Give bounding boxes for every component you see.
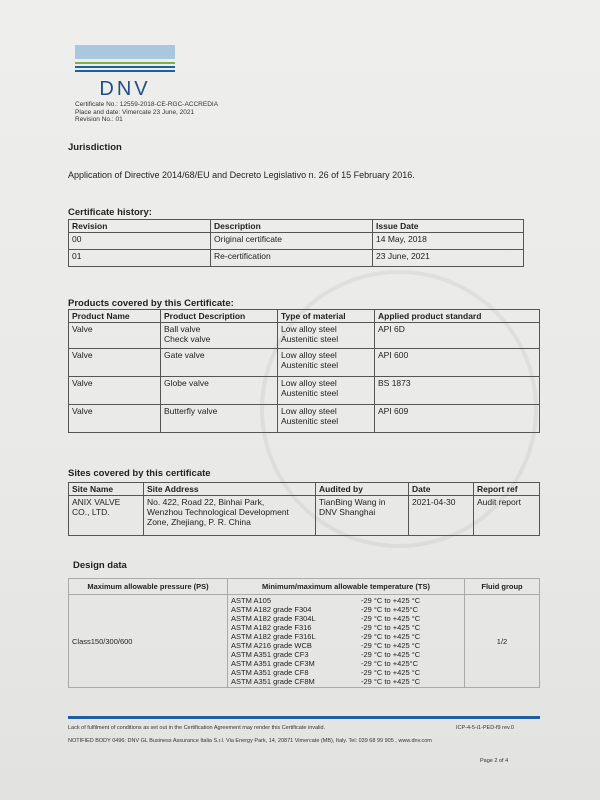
fluid-group: 1/2 xyxy=(465,595,540,688)
material-name: ASTM A182 grade F304 xyxy=(231,605,312,614)
table-cell: 00 xyxy=(69,233,211,250)
product-name: Valve xyxy=(69,377,161,405)
table-header-row xyxy=(69,483,540,496)
temperature-range: -29 °C to +425 °C xyxy=(361,668,421,677)
table-cell: 23 June, 2021 xyxy=(373,250,524,267)
material-type: Low alloy steel Austenitic steel xyxy=(278,323,375,349)
material-name: ASTM A182 grade F304L xyxy=(231,614,316,623)
column-header: Product Description xyxy=(161,310,278,323)
material-type: Low alloy steel Austenitic steel xyxy=(278,405,375,433)
design-title: Design data xyxy=(73,560,127,571)
product-standard: API 609 xyxy=(375,405,540,433)
footer-lack: Lack of fulfilment of conditions as set out in the Certification Agreement may render this Certificate invalid. xyxy=(68,725,326,731)
column-header: Applied product standard xyxy=(375,310,540,323)
sites-table xyxy=(68,482,540,536)
material-temperature-line xyxy=(231,641,461,650)
table-cell: Original certificate xyxy=(211,233,373,250)
product-name: Valve xyxy=(69,349,161,377)
table-cell: Re-certification xyxy=(211,250,373,267)
material-temperature-line xyxy=(231,596,461,605)
place-date: Place and date: Vimercate 23 June, 2021 xyxy=(75,108,195,116)
temperature-range: -29 °C to +425 °C xyxy=(361,632,421,641)
column-header: Issue Date xyxy=(373,220,524,233)
history-table xyxy=(68,219,524,267)
column-header: Minimum/maximum allowable temperature (TS) xyxy=(228,579,465,595)
temperature-range: -29 °C to +425 °C xyxy=(361,614,421,623)
column-header: Site Name xyxy=(69,483,144,496)
audit-date: 2021-04-30 xyxy=(409,496,474,536)
material-name: ASTM A351 grade CF3M xyxy=(231,659,315,668)
product-description: Butterfly valve xyxy=(161,405,278,433)
product-description: Gate valve xyxy=(161,349,278,377)
column-header: Fluid group xyxy=(465,579,540,595)
site-address: No. 422, Road 22, Binhai Park, Wenzhou Technological Development Zone, Zhejiang, P. R. China xyxy=(144,496,316,536)
footer-rule xyxy=(68,716,540,719)
table-row xyxy=(69,377,540,405)
column-header: Audited by xyxy=(316,483,409,496)
material-temperature-line xyxy=(231,623,461,632)
temperature-list xyxy=(228,595,465,688)
product-description: Ball valve Check valve xyxy=(161,323,278,349)
table-row xyxy=(69,595,540,688)
temperature-range: -29 °C to +425 °C xyxy=(361,623,421,632)
certificate-info xyxy=(75,101,218,124)
products-table xyxy=(68,309,540,433)
table-row xyxy=(69,405,540,433)
column-header: Description xyxy=(211,220,373,233)
history-title: Certificate history: xyxy=(68,207,152,218)
dnv-logo xyxy=(75,45,175,101)
product-standard: BS 1873 xyxy=(375,377,540,405)
table-cell: 01 xyxy=(69,250,211,267)
product-standard: API 6D xyxy=(375,323,540,349)
column-header: Product Name xyxy=(69,310,161,323)
material-temperature-line xyxy=(231,659,461,668)
site-name: ANIX VALVE CO., LTD. xyxy=(69,496,144,536)
table-row xyxy=(69,323,540,349)
material-type: Low alloy steel Austenitic steel xyxy=(278,377,375,405)
sites-title: Sites covered by this certificate xyxy=(68,468,211,479)
temperature-range: -29 °C to +425°C xyxy=(361,659,419,668)
column-header: Report ref xyxy=(474,483,540,496)
material-name: ASTM A351 grade CF3 xyxy=(231,650,309,659)
temperature-range: -29 °C to +425 °C xyxy=(361,677,421,686)
products-title: Products covered by this Certificate: xyxy=(68,298,234,309)
material-temperature-line xyxy=(231,650,461,659)
material-name: ASTM A216 grade WCB xyxy=(231,641,312,650)
table-cell: 14 May, 2018 xyxy=(373,233,524,250)
audited-by: TianBing Wang in DNV Shanghai xyxy=(316,496,409,536)
material-name: ASTM A351 grade CF8 xyxy=(231,668,309,677)
footer-code: ICP-4-5-i1-PED-f9 rev.0 xyxy=(456,725,514,731)
logo-text: DNV xyxy=(99,78,151,100)
temperature-range: -29 °C to +425 °C xyxy=(361,641,421,650)
table-row xyxy=(69,496,540,536)
column-header: Type of material xyxy=(278,310,375,323)
table-row xyxy=(69,250,524,267)
table-header-row xyxy=(69,220,524,233)
table-header-row xyxy=(69,579,540,595)
material-type: Low alloy steel Austenitic steel xyxy=(278,349,375,377)
table-row xyxy=(69,233,524,250)
product-name: Valve xyxy=(69,323,161,349)
footer-notified-body: NOTIFIED BODY 0496: DNV GL Business Assurance Italia S.r.l. Via Energy Park, 14, 20871 Vimercate (MB), Italy. Tel: 039 68 99 905 , www.dnv.com xyxy=(68,738,432,744)
material-name: ASTM A351 grade CF8M xyxy=(231,677,315,686)
column-header: Revision xyxy=(69,220,211,233)
report-ref: Audit report xyxy=(474,496,540,536)
material-temperature-line xyxy=(231,632,461,641)
product-standard: API 600 xyxy=(375,349,540,377)
column-header: Maximum allowable pressure (PS) xyxy=(69,579,228,595)
material-temperature-line xyxy=(231,668,461,677)
temperature-range: -29 °C to +425 °C xyxy=(361,596,421,605)
product-name: Valve xyxy=(69,405,161,433)
temperature-range: -29 °C to +425 °C xyxy=(361,650,421,659)
design-table xyxy=(68,578,540,688)
material-temperature-line xyxy=(231,677,461,686)
table-header-row xyxy=(69,310,540,323)
table-row xyxy=(69,349,540,377)
pressure-class: Class150/300/600 xyxy=(69,595,228,688)
jurisdiction-text: Application of Directive 2014/68/EU and Decreto Legislativo n. 26 of 15 February 2016. xyxy=(68,170,415,180)
material-temperature-line xyxy=(231,614,461,623)
certificate-number: Certificate No.: 12559-2018-CE-RGC-ACCREDIA xyxy=(75,101,219,108)
material-name: ASTM A182 grade F316L xyxy=(231,632,316,641)
column-header: Date xyxy=(409,483,474,496)
material-temperature-line xyxy=(231,605,461,614)
temperature-range: -29 °C to +425°C xyxy=(361,605,419,614)
product-description: Globe valve xyxy=(161,377,278,405)
revision-number: Revision No.: 01 xyxy=(75,116,123,123)
material-name: ASTM A105 xyxy=(231,596,272,605)
material-name: ASTM A182 grade F316 xyxy=(231,623,312,632)
column-header: Site Address xyxy=(144,483,316,496)
jurisdiction-title: Jurisdiction xyxy=(68,142,122,153)
page-number: Page 2 of 4 xyxy=(480,758,509,764)
